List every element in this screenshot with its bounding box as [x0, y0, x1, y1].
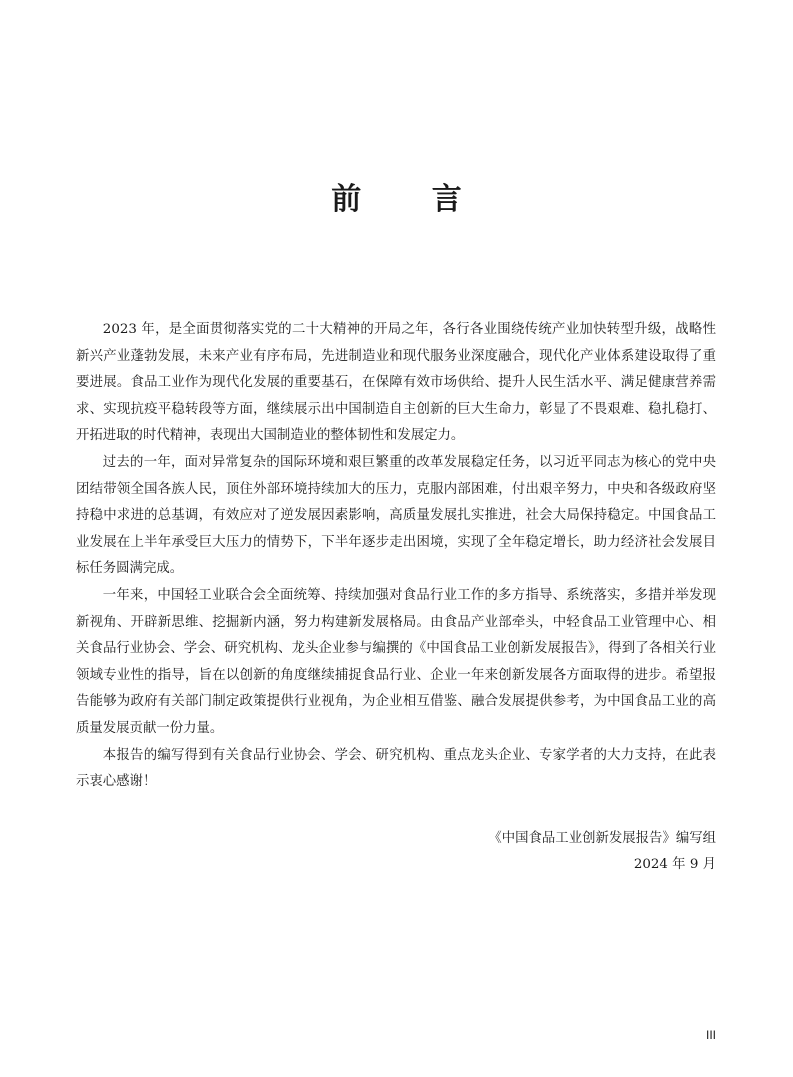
- signature-date: 2024 年 9 月: [633, 857, 716, 872]
- paragraph-1: 2023 年，是全面贯彻落实党的二十大精神的开局之年，各行各业围绕传统产业加快转型升级，战略性新兴产业蓬勃发展，未来产业有序布局，先进制造业和现代服务业深度融合，现代化产业体系建设取得了重要进展。食品工业作为现代化发展的重要基石，在保障有效市场供给、提升人民生活水平、满足健康营养需求、实现抗疫平稳转段等方面，继续展示出中国制造自主创新的巨大生命力，彰显了不畏艰难、稳扎稳打、开拓进取的时代精神，表现出大国制造业的整体韧性和发展定力。: [76, 322, 716, 444]
- paragraph-4: 本报告的编写得到有关食品行业协会、学会、研究机构、重点龙头企业、专家学者的大力支持，在此表示衷心感谢！: [76, 747, 716, 790]
- page-title: 前 言: [331, 182, 492, 217]
- paragraph-3: 一年来，中国轻工业联合会全面统筹、持续加强对食品行业工作的多方指导、系统落实，多措并举发现新视角、开辟新思维、挖掘新内涵，努力构建新发展格局。由食品产业部牵头，中轻食品工业管理中心、相关食品行业协会、学会、研究机构、龙头企业参与编撰的《中国食品工业创新发展报告》，得到了各相关行业领域专业性的指导，旨在以创新的角度继续捕捉食品行业、企业一年来创新发展各方面取得的进步。希望报告能够为政府有关部门制定政策提供行业视角，为企业相互借鉴、融合发展提供参考，为中国食品工业的高质量发展贡献一份力量。: [76, 587, 716, 736]
- page-number: III: [705, 1028, 716, 1042]
- paragraph-2: 过去的一年，面对异常复杂的国际环境和艰巨繁重的改革发展稳定任务，以习近平同志为核心的党中央团结带领全国各族人民，顶住外部环境持续加大的压力，克服内部困难，付出艰辛努力，中央和各级政府坚持稳中求进的总基调，有效应对了逆发展因素影响，高质量发展扎实推进，社会大局保持稳定。中国食品工业发展在上半年承受巨大压力的情势下，下半年逐步走出困境，实现了全年稳定增长，助力经济社会发展目标任务圆满完成。: [76, 454, 716, 577]
- preface-body: [76, 317, 716, 796]
- signature-organization: 《中国食品工业创新发展报告》编写组: [488, 831, 716, 846]
